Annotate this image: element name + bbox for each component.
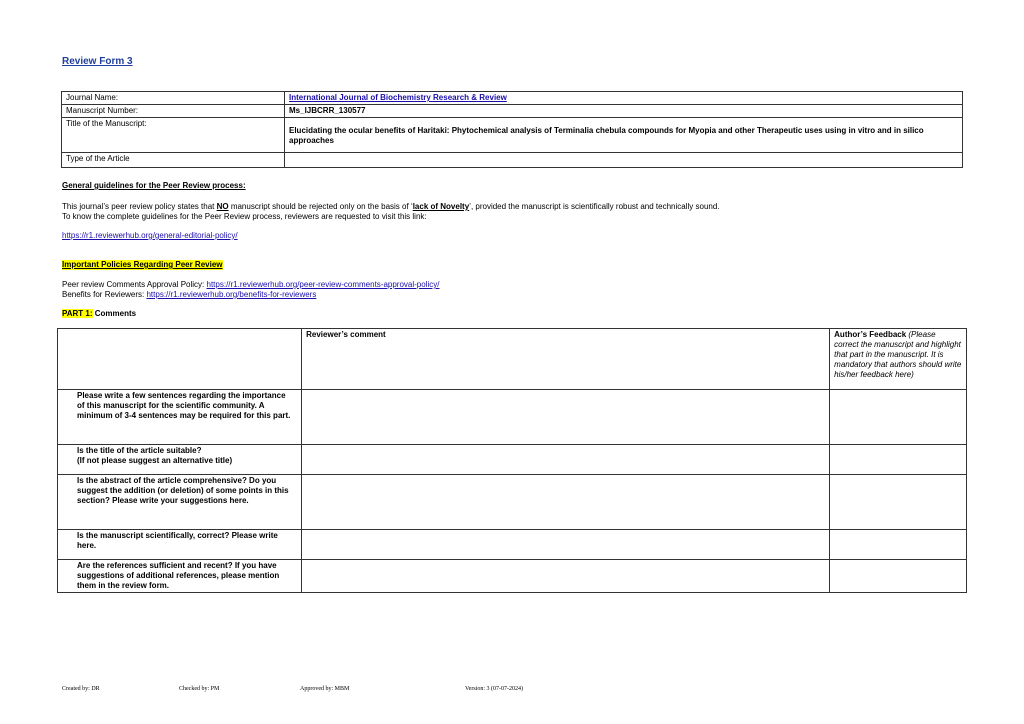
author-feedback-cell[interactable] xyxy=(830,475,967,530)
policy-statement: This journal’s peer review policy states that NO manuscript should be rejected only on the basis of ‘lack of Novelty’, provided the manuscript is scientifically robust and technically sound. xyxy=(62,202,720,211)
reviewer-comment-cell[interactable] xyxy=(302,445,830,475)
question-scientific: Is the manuscript scientifically, correct? Please write here. xyxy=(58,530,302,560)
reviewer-comment-cell[interactable] xyxy=(302,530,830,560)
author-feedback-header: Author’s Feedback (Please correct the manuscript and highlight that part in the manuscript. It is mandatory that authors should write his/her feedback here) xyxy=(830,329,967,390)
author-feedback-cell[interactable] xyxy=(830,445,967,475)
manuscript-number-row xyxy=(62,105,963,118)
footer-created: Created by: DR xyxy=(62,686,100,692)
guidelines-link[interactable]: https://r1.reviewerhub.org/general-editorial-policy/ xyxy=(62,231,238,240)
manuscript-title-value: Elucidating the ocular benefits of Haritaki: Phytochemical analysis of Terminalia chebula compounds for Myopia and other Therapeutic uses using in vitro and in silico approaches xyxy=(285,118,963,153)
table-row xyxy=(58,560,967,593)
table-row xyxy=(58,475,967,530)
table-row xyxy=(58,390,967,445)
footer xyxy=(62,686,582,696)
footer-version: Version: 3 (07-07-2024) xyxy=(465,686,523,692)
footer-approved: Approved by: MBM xyxy=(300,686,350,692)
approval-policy-line: Peer review Comments Approval Policy: https://r1.reviewerhub.org/peer-review-comments-approval-policy/ xyxy=(62,280,440,289)
benefits-link[interactable]: https://r1.reviewerhub.org/benefits-for-reviewers xyxy=(146,290,317,299)
manuscript-info-table xyxy=(61,91,963,168)
author-feedback-cell[interactable] xyxy=(830,560,967,593)
question-title: Is the title of the article suitable? (If not please suggest an alternative title) xyxy=(58,445,302,475)
author-feedback-cell[interactable] xyxy=(830,530,967,560)
manuscript-number-value: Ms_IJBCRR_130577 xyxy=(285,105,963,118)
part1-heading: PART 1: Comments xyxy=(62,309,137,318)
policy-text xyxy=(62,202,962,222)
form-title: Review Form 3 xyxy=(62,56,133,67)
comments-header-row xyxy=(58,329,967,390)
reviewer-comment-cell[interactable] xyxy=(302,390,830,445)
journal-name-link[interactable]: International Journal of Biochemistry Research & Review xyxy=(289,93,507,102)
reviewer-comment-header: Reviewer’s comment xyxy=(302,329,830,390)
approval-policy-link[interactable]: https://r1.reviewerhub.org/peer-review-comments-approval-policy/ xyxy=(206,280,440,289)
article-type-value[interactable] xyxy=(285,153,963,168)
policy-links xyxy=(62,280,439,300)
benefits-line: Benefits for Reviewers: https://r1.reviewerhub.org/benefits-for-reviewers xyxy=(62,290,317,299)
guidelines-heading: General guidelines for the Peer Review process: xyxy=(62,181,246,190)
question-references: Are the references sufficient and recent? If you have suggestions of additional references, please mention them in the review form. xyxy=(58,560,302,593)
manuscript-title-label: Title of the Manuscript: xyxy=(62,118,285,153)
important-policies-heading: Important Policies Regarding Peer Review xyxy=(62,260,223,269)
policy-no: NO xyxy=(216,202,229,211)
footer-checked: Checked by: PM xyxy=(179,686,220,692)
table-row xyxy=(58,530,967,560)
article-type-row xyxy=(62,153,963,168)
manuscript-number-label: Manuscript Number: xyxy=(62,105,285,118)
comments-table xyxy=(57,328,967,593)
reviewer-comment-cell[interactable] xyxy=(302,475,830,530)
visit-text: To know the complete guidelines for the Peer Review process, reviewers are requested to visit this link: xyxy=(62,212,427,221)
journal-name-label: Journal Name: xyxy=(62,92,285,105)
article-type-label: Type of the Article xyxy=(62,153,285,168)
policy-novelty: lack of Novelty xyxy=(412,202,470,211)
author-feedback-cell[interactable] xyxy=(830,390,967,445)
journal-name-row xyxy=(62,92,963,105)
table-row xyxy=(58,445,967,475)
header-empty-cell xyxy=(58,329,302,390)
question-importance: Please write a few sentences regarding the importance of this manuscript for the scientific community. A minimum of 3-4 sentences may be required for this part. xyxy=(58,390,302,445)
manuscript-title-row xyxy=(62,118,963,153)
question-abstract: Is the abstract of the article comprehensive? Do you suggest the addition (or deletion) of some points in this section? Please write your suggestions here. xyxy=(58,475,302,530)
reviewer-comment-cell[interactable] xyxy=(302,560,830,593)
